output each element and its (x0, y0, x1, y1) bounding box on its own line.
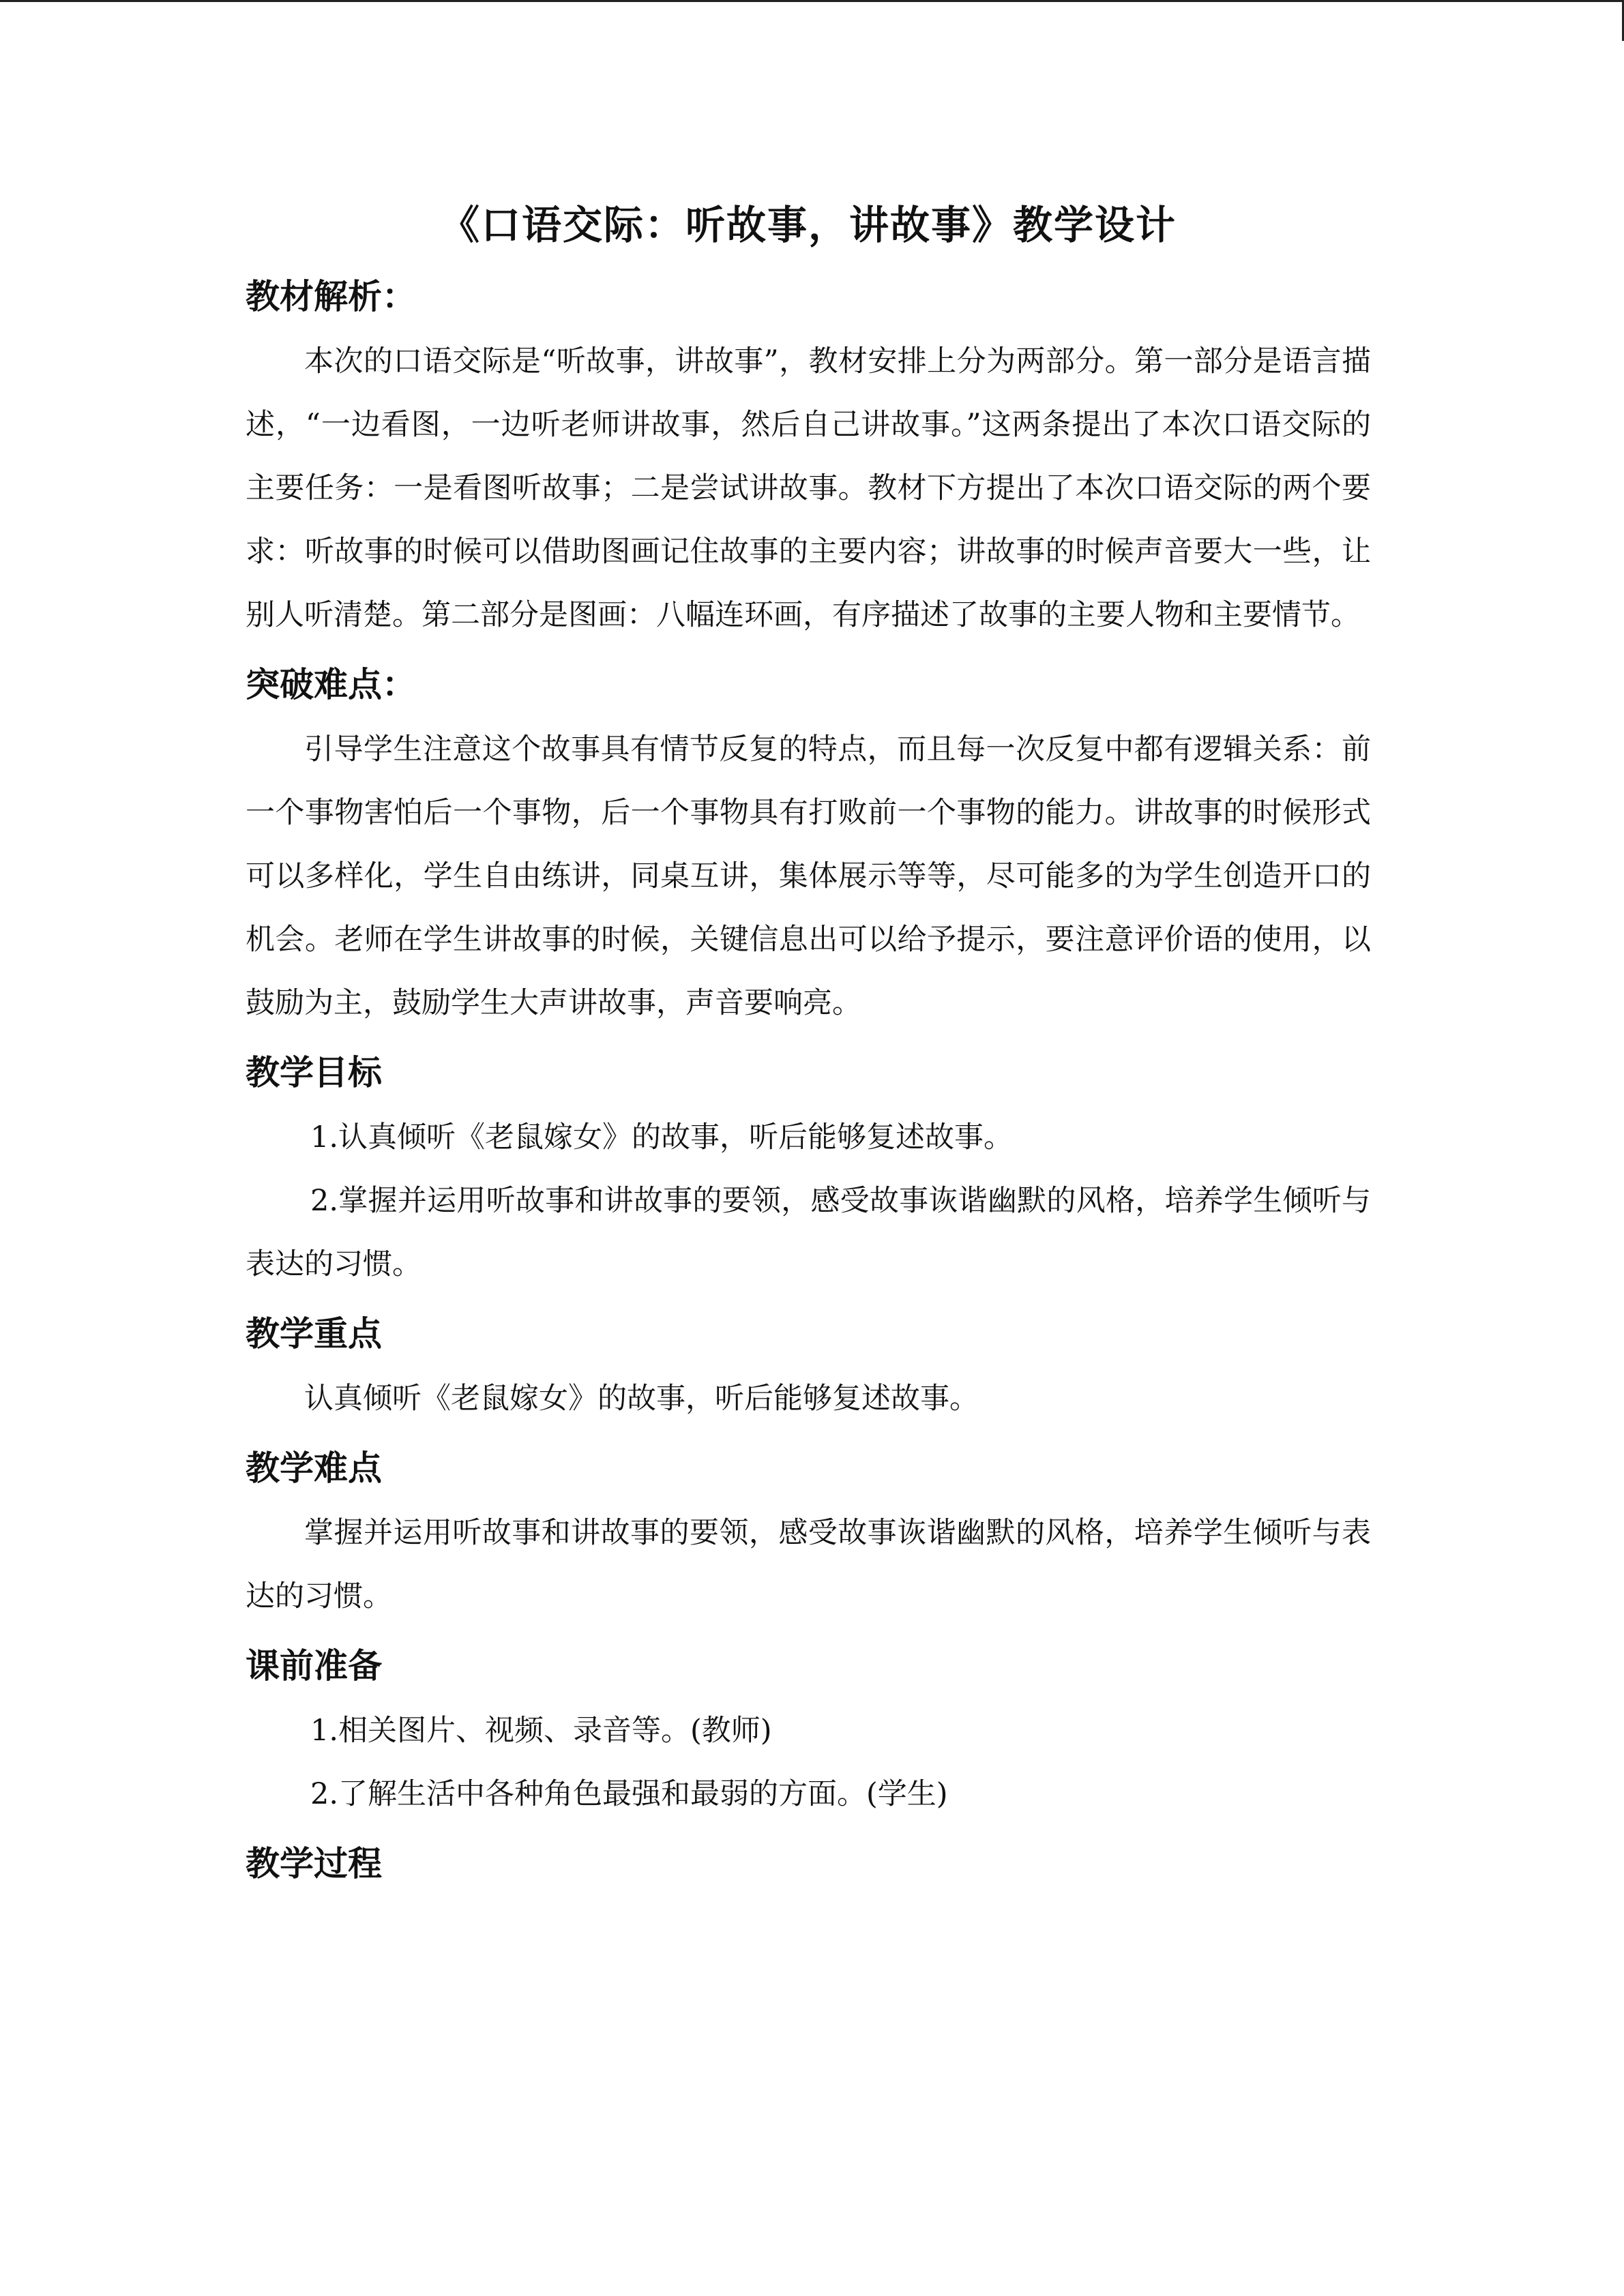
heading-key-points: 教学重点 (246, 1314, 382, 1354)
document-title: 《口语交际：听故事，讲故事》教学设计 (439, 202, 1177, 248)
heading-textbook-analysis: 教材解析： (246, 277, 416, 316)
goal-item-2: 2.掌握并运用听故事和讲故事的要领，感受故事诙谐幽默的风格，培养学生倾听与表达的习惯。 (246, 1184, 1371, 1281)
paragraph-textbook-analysis: 本次的口语交际是“听故事，讲故事”，教材安排上分为两部分。第一部分是语言描述，“一边看图，一边听老师讲故事，然后自己讲故事。”这两条提出了本次口语交际的主要任务：一是看图听故事；二是尝试讲故事。教材下方提出了本次口语交际的两个要求：听故事的时候可以借助图画记住故事的主要内容；讲故事的时候声音要大一些，让别人听清楚。第二部分是图画：八幅连环画，有序描述了故事的主要人物和主要情节。 (246, 344, 1371, 632)
heading-breakthrough: 突破难点： (246, 665, 416, 704)
paragraph-breakthrough: 引导学生注意这个故事具有情节反复的特点，而且每一次反复中都有逻辑关系：前一个事物害怕后一个事物，后一个事物具有打败前一个事物的能力。讲故事的时候形式可以多样化，学生自由练讲，同桌互讲，集体展示等等，尽可能多的为学生创造开口的机会。老师在学生讲故事的时候，关键信息出可以给予提示，要注意评价语的使用，以鼓励为主，鼓励学生大声讲故事，声音要响亮。 (246, 732, 1371, 1020)
heading-difficulties: 教学难点 (246, 1448, 382, 1488)
heading-teaching-goals: 教学目标 (246, 1053, 382, 1092)
paragraph-key-points: 认真倾听《老鼠嫁女》的故事，听后能够复述故事。 (304, 1382, 979, 1416)
paragraph-difficulties: 掌握并运用听故事和讲故事的要领，感受故事诙谐幽默的风格，培养学生倾听与表达的习惯。 (246, 1516, 1371, 1613)
page-top-border (0, 0, 1624, 2)
goal-item-1: 1.认真倾听《老鼠嫁女》的故事，听后能够复述故事。 (310, 1120, 1014, 1154)
prep-item-1: 1.相关图片、视频、录音等。(教师) (310, 1714, 772, 1748)
document-page (246, 198, 1371, 1897)
heading-teaching-process: 教学过程 (246, 1844, 382, 1883)
prep-item-2: 2.了解生活中各种角色最强和最弱的方面。(学生) (310, 1777, 948, 1811)
heading-preparation: 课前准备 (246, 1646, 382, 1686)
